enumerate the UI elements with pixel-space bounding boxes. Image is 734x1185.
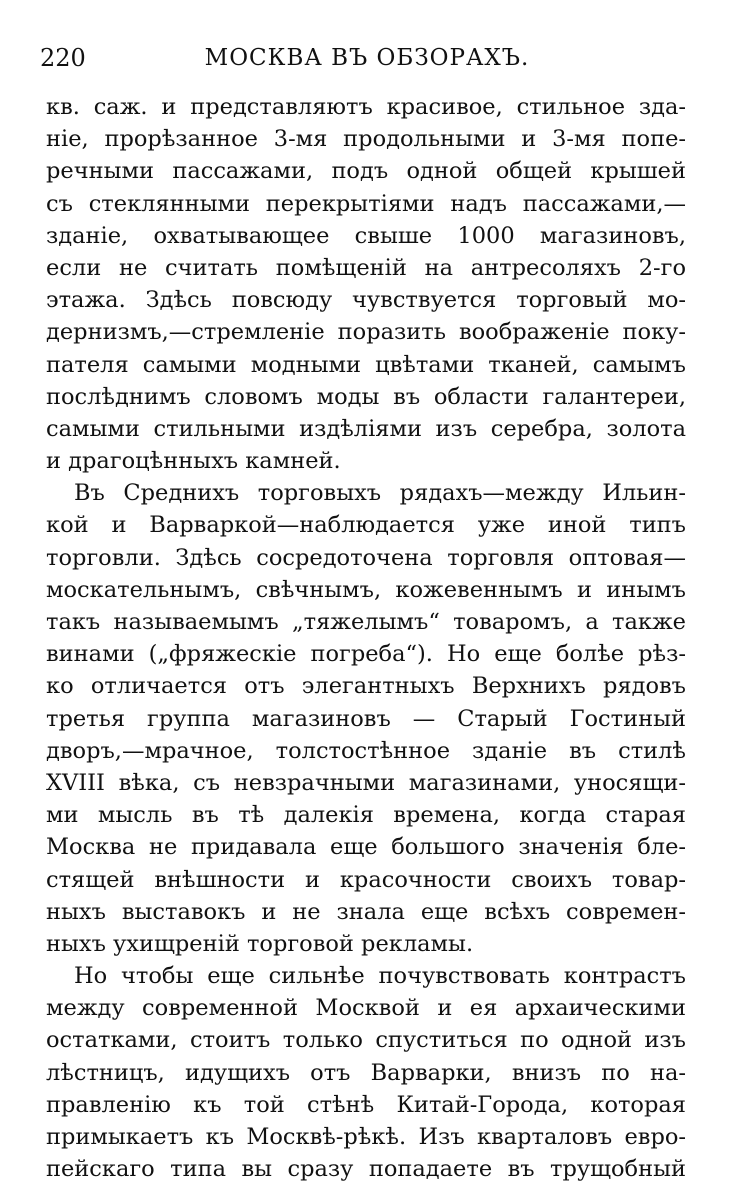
text-line: винами („фряжескіе погреба“). Но еще болѣе рѣз- xyxy=(46,641,686,668)
text-line: дернизмъ,—стремленіе поразить воображеніе поку- xyxy=(46,319,686,346)
paragraph-end-line: и драгоцѣнныхъ камней. xyxy=(46,448,341,475)
text-line: зданіе, охватывающее свыше 1000 магазиновъ, xyxy=(46,222,686,249)
text-line: XVIII вѣка, съ невзрачными магазинами, уносящи- xyxy=(46,769,686,796)
text-line: ми мысль въ тѣ далекія времена, когда старая xyxy=(46,802,686,829)
text-line: самыми стильными издѣліями изъ серебра, золота xyxy=(46,415,686,442)
text-line: этажа. Здѣсь повсюду чувствуется торговый мо- xyxy=(46,287,686,314)
text-line: третья группа магазиновъ — Старый Гостиный xyxy=(46,705,686,732)
text-line: примыкаетъ къ Москвѣ-рѣкѣ. Изъ кварталовъ евро- xyxy=(46,1124,686,1150)
text-line: между современной Москвой и ея архаическими xyxy=(46,995,686,1022)
page-header xyxy=(40,40,694,76)
text-line: пейскаго типа вы сразу попадаете въ трущобный xyxy=(46,1156,686,1183)
body-text xyxy=(46,91,686,1185)
text-line: остатками, стоитъ только спуститься по одной изъ xyxy=(46,1027,686,1054)
text-line: ныхъ выставокъ и не знала еще всѣхъ современ- xyxy=(46,898,686,925)
text-line: лѣстницъ, идущихъ отъ Варварки, внизъ по на- xyxy=(46,1059,686,1086)
text-line: съ стеклянными перекрытіями надъ пассажами,— xyxy=(46,190,686,217)
paragraph-start-line: Но чтобы еще сильнѣе почувствовать контрастъ xyxy=(74,963,686,990)
running-title: МОСКВА ВЪ ОБЗОРАХЪ. xyxy=(204,45,530,71)
text-line: москательнымъ, свѣчнымъ, кожевеннымъ и инымъ xyxy=(46,576,686,603)
text-line: кв. саж. и представляютъ красивое, стильное зда- xyxy=(46,94,686,120)
text-line: правленію къ той стѣнѣ Китай-Города, которая xyxy=(46,1091,686,1118)
text-line: ніе, прорѣзанное 3-мя продольными и 3-мя попе- xyxy=(46,126,686,153)
text-line: ко отличается отъ элегантныхъ Верхнихъ рядовъ xyxy=(46,673,686,700)
page-number: 220 xyxy=(40,44,86,72)
text-line: кой и Варваркой—наблюдается уже иной типъ xyxy=(46,512,686,539)
text-line: если не считать помѣщеній на антресоляхъ 2-го xyxy=(46,254,686,281)
text-line: стящей внѣшности и красочности своихъ товар- xyxy=(46,866,686,893)
text-line: дворъ,—мрачное, толстостѣнное зданіе въ стилѣ xyxy=(46,737,686,764)
text-line: послѣднимъ словомъ моды въ области галантереи, xyxy=(46,383,686,410)
text-line: речными пассажами, подъ одной общей крышей xyxy=(46,158,686,185)
text-line: пателя самыми модными цвѣтами тканей, самымъ xyxy=(46,351,686,378)
paragraph-end-line: ныхъ ухищреній торговой рекламы. xyxy=(46,930,474,957)
paragraph-start-line: Въ Среднихъ торговыхъ рядахъ—между Ильин- xyxy=(74,480,686,507)
text-line: торговли. Здѣсь сосредоточена торговля оптовая— xyxy=(46,544,686,571)
text-line: такъ называемымъ „тяжелымъ“ товаромъ, а также xyxy=(46,609,686,635)
text-line: Москва не придавала еще большого значенія бле- xyxy=(46,834,686,861)
